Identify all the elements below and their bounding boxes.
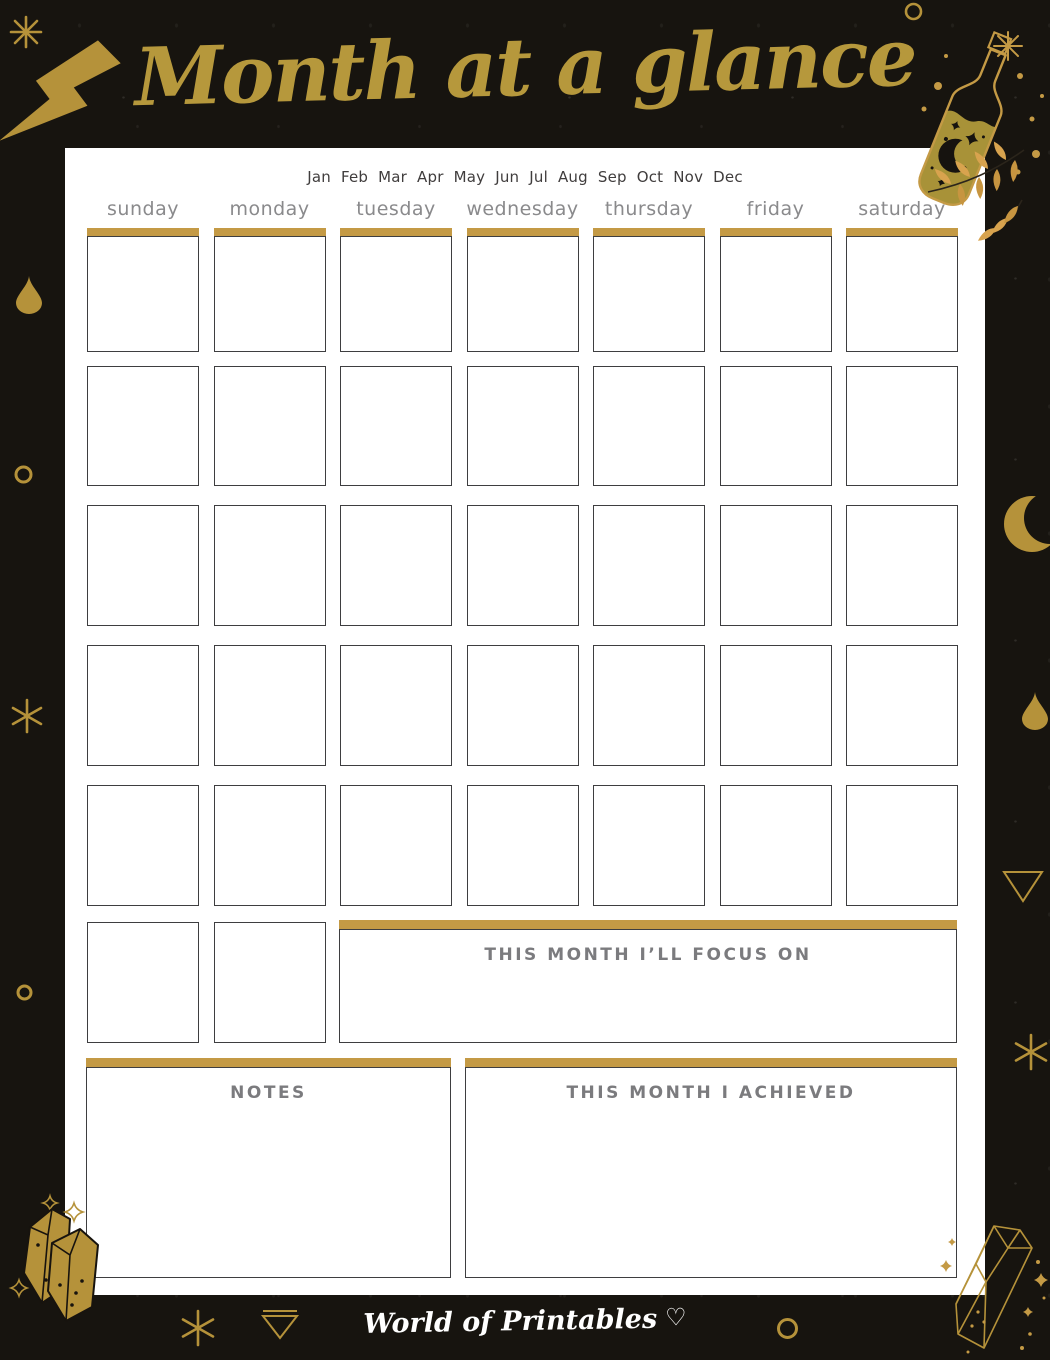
day-cell[interactable] (720, 785, 832, 906)
teardrop-icon (1022, 692, 1048, 730)
day-cell[interactable] (467, 236, 579, 352)
month-label: Apr (417, 168, 444, 186)
day-cell-gold-bar (214, 228, 326, 236)
month-label: Feb (340, 168, 369, 186)
circle-ring-icon (14, 465, 33, 484)
day-cell[interactable] (87, 505, 199, 626)
day-header-saturday: saturday (858, 198, 946, 220)
brand-text: World of Printables (363, 1303, 658, 1340)
day-cell[interactable] (720, 236, 832, 352)
day-cell[interactable] (720, 366, 832, 486)
day-cell[interactable] (214, 236, 326, 352)
day-cell[interactable] (720, 505, 832, 626)
month-label: May (453, 168, 486, 186)
day-cell[interactable] (593, 645, 705, 766)
day-cell[interactable] (846, 366, 958, 486)
day-cell[interactable] (593, 236, 705, 352)
day-cell[interactable] (87, 366, 199, 486)
month-label: Oct (636, 168, 664, 186)
month-label: Jan (307, 168, 331, 186)
day-cell[interactable] (593, 366, 705, 486)
day-cell[interactable] (340, 366, 452, 486)
day-cell[interactable] (593, 785, 705, 906)
day-cell[interactable] (214, 505, 326, 626)
day-cell[interactable] (467, 505, 579, 626)
day-cell-gold-bar (87, 228, 199, 236)
month-label: Nov (673, 168, 704, 186)
day-header-monday: monday (229, 198, 310, 220)
day-header-tuesday: tuesday (356, 198, 436, 220)
month-label: Jul (529, 168, 548, 186)
day-cell[interactable] (467, 366, 579, 486)
achieved-box[interactable] (465, 1067, 957, 1278)
month-label: Mar (378, 168, 408, 186)
crystals-icon (8, 1185, 118, 1335)
day-cell[interactable] (214, 785, 326, 906)
notes-box[interactable] (86, 1067, 451, 1278)
crystal-outline-icon (938, 1222, 1050, 1360)
day-header-thursday: thursday (604, 198, 694, 220)
day-cell[interactable] (846, 785, 958, 906)
asterisk-star-icon (10, 699, 44, 733)
day-cell-gold-bar (720, 228, 832, 236)
focus-gold-bar (339, 920, 957, 929)
month-label: Sep (597, 168, 627, 186)
day-cell[interactable] (846, 505, 958, 626)
day-cell[interactable] (87, 785, 199, 906)
calendar-sheet (65, 148, 985, 1295)
day-cell[interactable] (720, 645, 832, 766)
day-header-wednesday: wednesday (466, 198, 579, 220)
teardrop-icon (16, 276, 42, 314)
day-cell[interactable] (846, 236, 958, 352)
month-label: Aug (557, 168, 588, 186)
day-cell[interactable] (87, 922, 199, 1043)
day-cell[interactable] (214, 366, 326, 486)
day-cell[interactable] (467, 785, 579, 906)
day-cell[interactable] (340, 645, 452, 766)
leaf-sprig-icon (918, 138, 1033, 238)
day-cell[interactable] (214, 922, 326, 1043)
day-cell[interactable] (593, 505, 705, 626)
day-cell[interactable] (467, 645, 579, 766)
notes-label: NOTES (230, 1083, 307, 1103)
day-cell[interactable] (87, 645, 199, 766)
day-header-sunday: sunday (107, 198, 179, 220)
month-label: Dec (713, 168, 743, 186)
day-cell[interactable] (87, 236, 199, 352)
circle-ring-icon (16, 984, 33, 1001)
page-title: Month at a glance (133, 9, 917, 125)
day-cell[interactable] (340, 505, 452, 626)
achieved-gold-bar (465, 1058, 957, 1067)
achieved-label: THIS MONTH I ACHIEVED (566, 1083, 856, 1103)
day-cell-gold-bar (467, 228, 579, 236)
day-cell[interactable] (340, 785, 452, 906)
brand-logo (0, 1296, 1050, 1346)
triangle-icon (1002, 870, 1044, 904)
heart-icon: ♡ (664, 1302, 687, 1332)
day-cell[interactable] (214, 645, 326, 766)
asterisk-star-icon (1013, 1034, 1049, 1070)
day-cell-gold-bar (593, 228, 705, 236)
crescent-moon-icon (1002, 492, 1050, 556)
day-cell[interactable] (340, 236, 452, 352)
month-label: Jun (495, 168, 520, 186)
lightning-bolt-icon (8, 28, 128, 168)
focus-box[interactable] (339, 929, 957, 1043)
day-cell-gold-bar (340, 228, 452, 236)
day-header-friday: friday (746, 198, 805, 220)
day-cell[interactable] (846, 645, 958, 766)
focus-label: THIS MONTH I’LL FOCUS ON (484, 945, 812, 965)
notes-gold-bar (86, 1058, 451, 1067)
